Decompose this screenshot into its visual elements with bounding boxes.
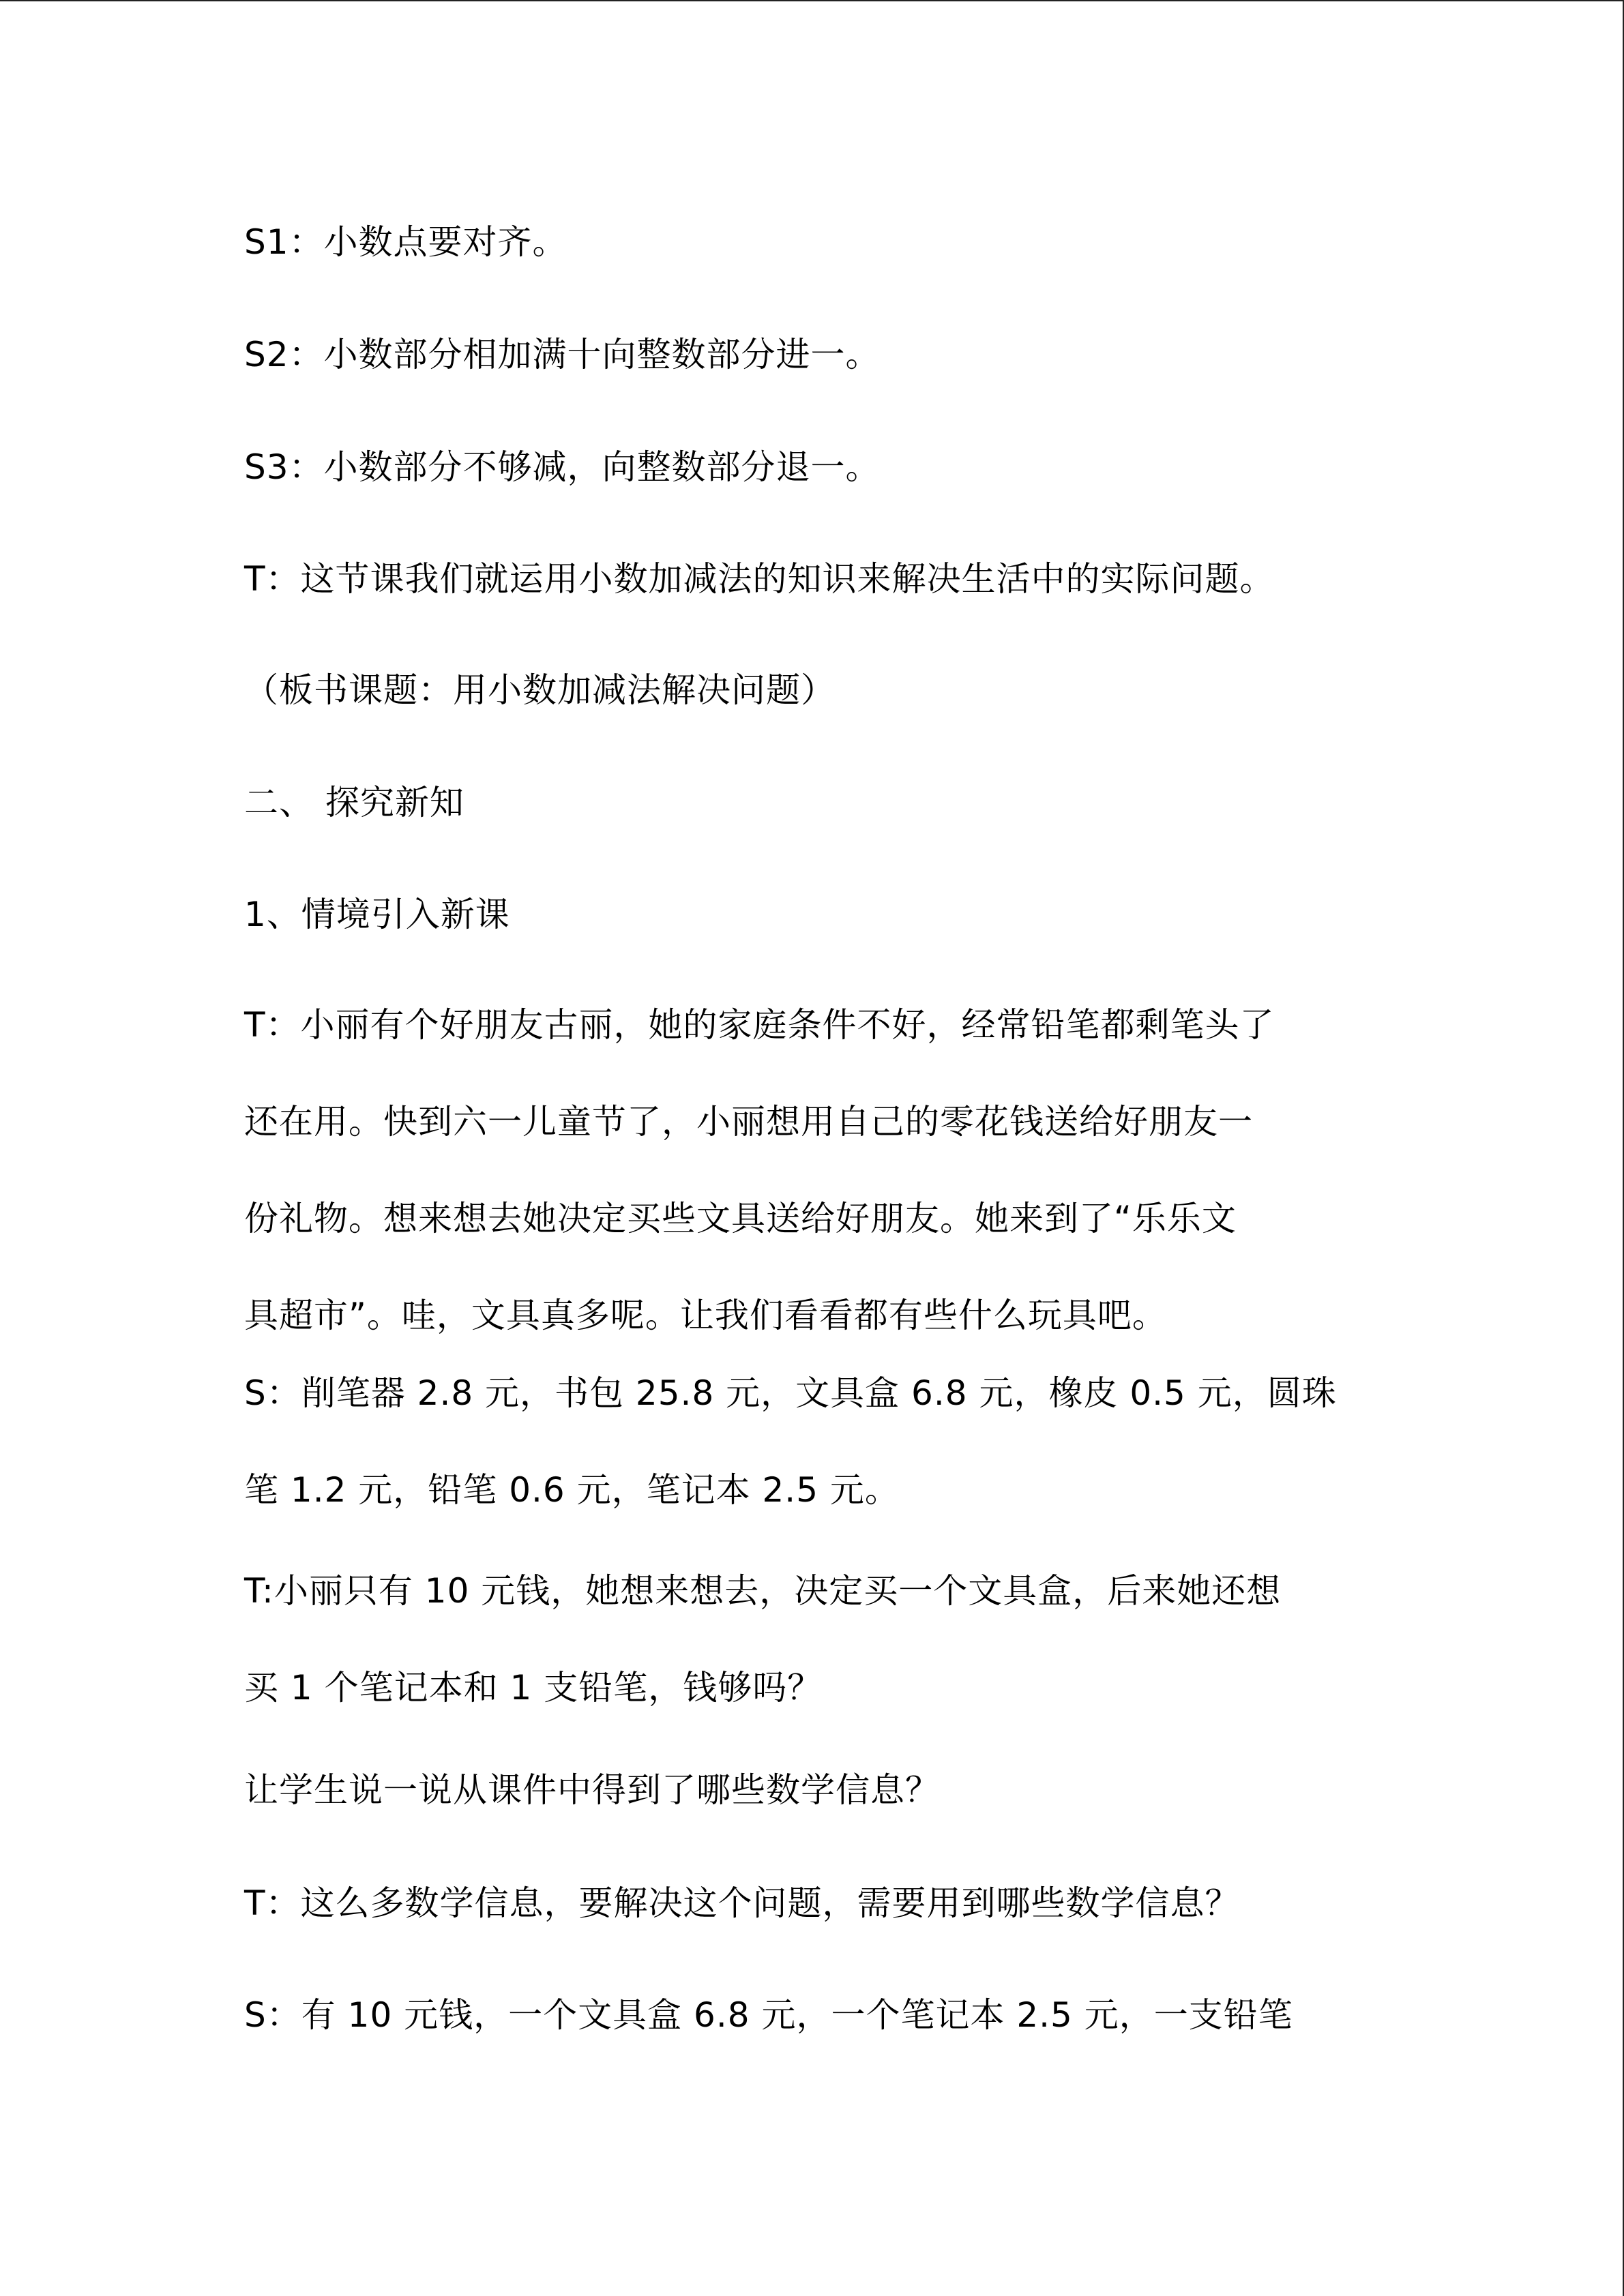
subsection-heading: 1、情境引入新课 xyxy=(244,895,510,934)
text-line-story-1: T：小丽有个好朋友古丽，她的家庭条件不好，经常铅笔都剩笔头了 xyxy=(244,1005,1275,1045)
text-line-question-1: T:小丽只有 10 元钱，她想来想去，决定买一个文具盒，后来她还想 xyxy=(244,1571,1282,1611)
text-line-prices-1: S：削笔器 2.8 元，书包 25.8 元，文具盒 6.8 元，橡皮 0.5 元，圆珠 xyxy=(244,1373,1337,1413)
text-line-prices-2: 笔 1.2 元，铅笔 0.6 元，笔记本 2.5 元。 xyxy=(244,1470,900,1510)
text-line-teacher-intro: T：这节课我们就运用小数加减法的知识来解决生活中的实际问题。 xyxy=(244,559,1275,599)
text-line-story-2: 还在用。快到六一儿童节了，小丽想用自己的零花钱送给好朋友一 xyxy=(244,1102,1253,1142)
text-line-story-4: 具超市”。哇，文具真多呢。让我们看看都有些什么玩具吧。 xyxy=(244,1296,1167,1335)
text-line-s2: S2：小数部分相加满十向整数部分进一。 xyxy=(244,335,881,374)
text-line-prompt: 让学生说一说从课件中得到了哪些数学信息？ xyxy=(244,1770,940,1810)
text-line-s3: S3：小数部分不够减，向整数部分退一。 xyxy=(244,447,881,487)
section-heading: 二、 探究新知 xyxy=(244,783,464,822)
text-line-teacher-ask: T：这么多数学信息，要解决这个问题，需要用到哪些数学信息？ xyxy=(244,1883,1240,1923)
text-line-student-answer: S：有 10 元钱，一个文具盒 6.8 元，一个笔记本 2.5 元，一支铅笔 xyxy=(244,1995,1293,2035)
text-line-story-3: 份礼物。想来想去她决定买些文具送给好朋友。她来到了“乐乐文 xyxy=(244,1199,1237,1238)
text-line-board-title: （板书课题：用小数加减法解决问题） xyxy=(244,670,836,710)
text-line-s1: S1：小数点要对齐。 xyxy=(244,222,567,262)
text-line-question-2: 买 1 个笔记本和 1 支铅笔，钱够吗？ xyxy=(244,1668,823,1708)
